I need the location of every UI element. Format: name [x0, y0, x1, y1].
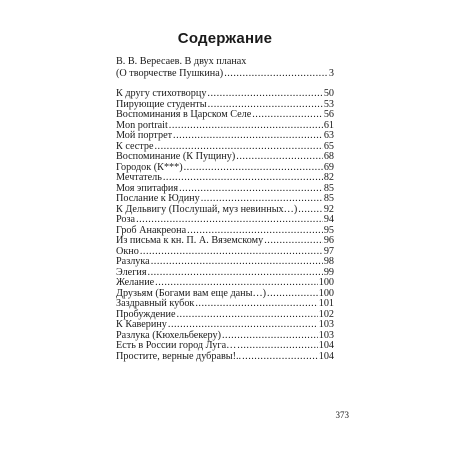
dot-leader	[176, 310, 317, 321]
toc-entry-page: 97	[323, 245, 334, 257]
toc-entry-page: 102	[318, 308, 334, 320]
dot-leader	[237, 341, 317, 352]
toc-entry-page: 50	[323, 88, 334, 99]
toc-entry	[116, 257, 334, 268]
toc-entry-page: 85	[323, 182, 334, 194]
toc-entry-title: Пирующие студенты	[116, 98, 207, 110]
dot-leader	[148, 268, 323, 279]
dot-leader	[267, 289, 318, 300]
toc-entry-page: 95	[323, 224, 334, 236]
toc-entry-page: 85	[323, 193, 334, 205]
dot-leader	[236, 152, 323, 163]
toc-entry-title: Мечтатель	[116, 172, 162, 184]
toc-entry-title: Простите, верные дубравы!..	[116, 350, 242, 362]
toc-entry	[116, 205, 334, 216]
dot-leader	[242, 352, 318, 363]
toc-entry-page: 96	[323, 235, 334, 247]
dot-leader	[140, 247, 323, 258]
toc-entry-page: 82	[323, 172, 334, 184]
toc-entry-page: 100	[318, 287, 334, 299]
toc-entry-page: 61	[323, 119, 334, 131]
toc-entry-page: 69	[323, 161, 334, 173]
folio-page-number: 373	[335, 410, 349, 420]
toc-entry-title: Окно	[116, 245, 139, 257]
page-title: Содержание	[177, 30, 273, 47]
toc-entry-title: Воспоминание (К Пущину)	[116, 151, 236, 163]
intro-page-number: 3	[328, 67, 334, 79]
toc-entry-title: Желание	[116, 277, 155, 289]
intro-author-title: В. В. Вересаев. В двух планах	[116, 56, 247, 67]
toc-entry-page: 101	[318, 298, 334, 310]
toc-entry-page: 103	[318, 319, 334, 331]
toc-entry-page: 92	[323, 203, 334, 215]
toc-entry-title: Городок (К***)	[116, 161, 183, 173]
toc-entry	[116, 236, 334, 247]
toc-entry-title: К Каверину	[116, 319, 167, 331]
toc-entry-title: К другу стихотворцу	[116, 88, 207, 99]
dot-leader	[222, 331, 318, 342]
toc-entry-title: Элегия	[116, 266, 147, 278]
toc-entry-title: Есть в России город Луга…	[116, 340, 237, 352]
toc-entry-page: 68	[323, 151, 334, 163]
toc-entry-title: Разлука (Кюхельбекеру)	[116, 329, 221, 341]
dot-leader	[224, 68, 328, 80]
toc-entry	[116, 89, 334, 100]
toc-entry	[116, 131, 334, 142]
toc-entry	[116, 110, 334, 121]
dot-leader	[207, 89, 322, 100]
toc-entry-title: К Дельвигу (Послушай, муз невинных…)	[116, 203, 298, 215]
toc-entry-title: Послание к Юдину	[116, 193, 200, 205]
toc-list	[116, 89, 334, 362]
dot-leader	[264, 236, 323, 247]
toc-entry-title: Моя эпитафия	[116, 182, 179, 194]
toc-entry-page: 65	[323, 140, 334, 152]
toc-entry-title: К сестре	[116, 140, 154, 152]
toc-entry-title: Друзьям (Богами вам еще даны…)	[116, 287, 267, 299]
toc-entry-title: Из письма к кн. П. А. Вяземскому	[116, 235, 264, 247]
toc-entry-title: Воспоминания в Царском Селе	[116, 109, 252, 121]
dot-leader	[179, 184, 323, 195]
toc-entry-page: 53	[323, 98, 334, 110]
dot-leader	[195, 299, 317, 310]
toc-entry-title: Mon portrait	[116, 119, 168, 131]
toc-intro-entry	[116, 56, 334, 79]
dot-leader	[151, 257, 323, 268]
toc-entry-page: 100	[318, 277, 334, 289]
dot-leader	[298, 205, 323, 216]
toc-entry-title: Мой портрет	[116, 130, 173, 142]
intro-subtitle: (О творчестве Пушкина)	[116, 67, 224, 79]
dot-leader	[173, 131, 323, 142]
toc-entry-page: 99	[323, 266, 334, 278]
toc-entry-page: 104	[318, 350, 334, 362]
toc-entry-title: Разлука	[116, 256, 150, 268]
intro-line-2	[116, 68, 334, 80]
toc-entry-page: 63	[323, 130, 334, 142]
dot-leader	[169, 121, 323, 132]
dot-leader	[252, 110, 323, 121]
toc-entry-page: 103	[318, 329, 334, 341]
toc-entry-page: 98	[323, 256, 334, 268]
toc-entry	[116, 352, 334, 363]
toc-entry-title: Пробуждение	[116, 308, 176, 320]
toc-entry-title: Роза	[116, 214, 136, 226]
toc-entry-title: Гроб Анакреона	[116, 224, 187, 236]
toc-entry-page: 94	[323, 214, 334, 226]
toc-entry-page: 56	[323, 109, 334, 121]
toc-entry-title: Заздравный кубок	[116, 298, 195, 310]
dot-leader	[163, 173, 323, 184]
toc-entry-page: 104	[318, 340, 334, 352]
dot-leader	[184, 163, 323, 174]
intro-line-1	[116, 56, 334, 68]
